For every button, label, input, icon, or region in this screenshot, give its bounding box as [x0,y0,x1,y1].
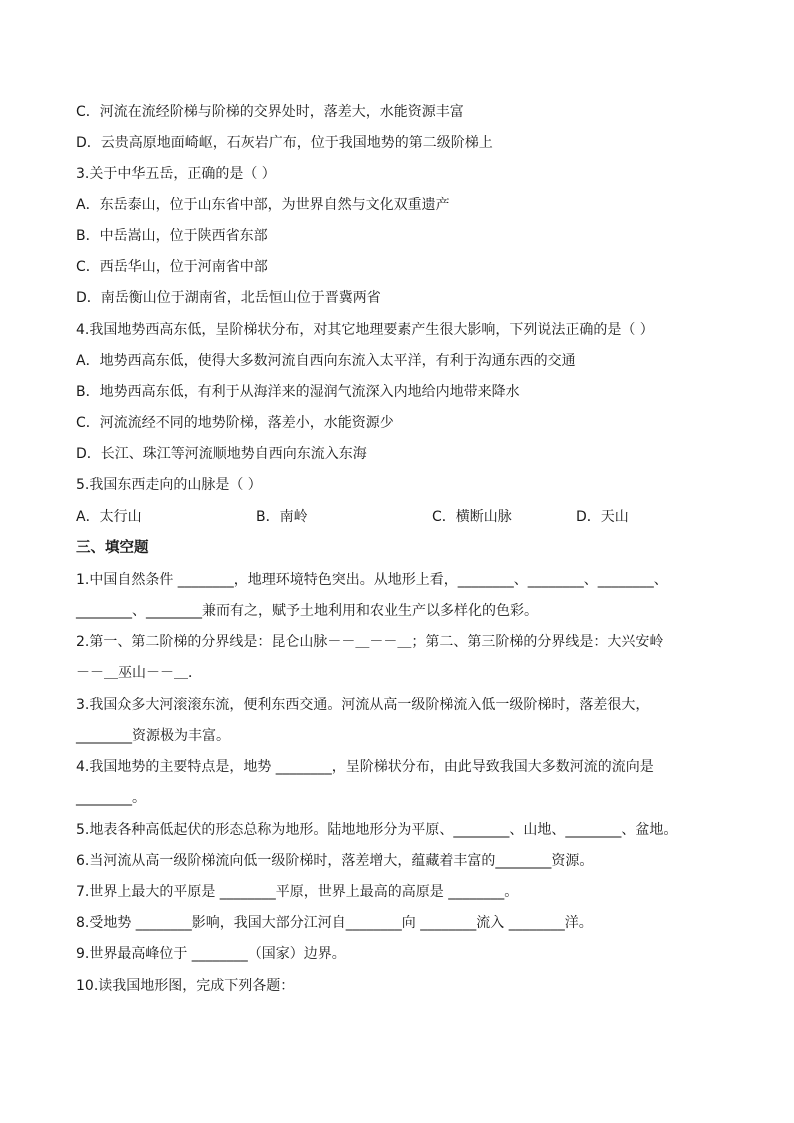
fill-9: 9.世界最高峰位于 ________（国家）边界。 [76,946,346,962]
q4-option-b: B．地势西高东低，有利于从海洋来的湿润气流深入内地给内地带来降水 [76,384,520,400]
q4-stem: 4.我国地势西高东低，呈阶梯状分布，对其它地理要素产生很大影响，下列说法正确的是（ ） [76,322,654,338]
fill-1-line-2: ________、________兼而有之，赋予土地利用和农业生产以多样化的色彩。 [76,603,538,619]
fill-6: 6.当河流从高一级阶梯流向低一级阶梯时，落差增大，蕴藏着丰富的________资源。 [76,853,594,869]
q5-option-d: D．天山 [576,509,629,525]
fill-4-line-1: 4.我国地势的主要特点是，地势 ________，呈阶梯状分布，由此导致我国大多数河流的流向是 [76,759,654,775]
q4-option-a: A．地势西高东低，使得大多数河流自西向东流入太平洋，有利于沟通东西的交通 [76,353,576,369]
fill-2-line-1: 2.第一、第二阶梯的分界线是：昆仑山脉－－＿－－＿；第二、第三阶梯的分界线是：大兴安岭 [76,634,664,650]
q2-option-c: C．河流在流经阶梯与阶梯的交界处时，落差大，水能资源丰富 [76,104,464,120]
q2-option-d: D．云贵高原地面崎岖，石灰岩广布，位于我国地势的第二级阶梯上 [76,135,493,151]
q5-option-b: B．南岭 [256,509,308,525]
fill-1-line-1: 1.中国自然条件 ________，地理环境特色突出。从地形上看，________、________、________、 [76,572,668,588]
fill-2-line-2: －－＿巫山－－＿． [76,665,202,681]
q4-option-c: C．河流流经不同的地势阶梯，落差小，水能资源少 [76,415,394,431]
q3-stem: 3.关于中华五岳，正确的是（ ） [76,166,276,182]
q5-option-c: C．横断山脉 [432,509,512,525]
fill-5: 5.地表各种高低起伏的形态总称为地形。陆地地形分为平原、________、山地、________、盆地。 [76,822,678,838]
q3-option-d: D．南岳衡山位于湖南省，北岳恒山位于晋冀两省 [76,290,381,306]
q5-option-a: A．太行山 [76,509,142,525]
fill-8: 8.受地势 ________影响，我国大部分江河自________向 ________流入 ________洋。 [76,915,593,931]
fill-3-line-2: ________资源极为丰富。 [76,728,230,744]
fill-10: 10.读我国地形图，完成下列各题： [76,978,295,994]
q5-stem: 5.我国东西走向的山脉是（ ） [76,477,262,493]
fill-7: 7.世界上最大的平原是 ________平原，世界上最高的高原是 ________。 [76,884,519,900]
section-title: 三、填空题 [76,540,149,556]
q3-option-b: B．中岳嵩山，位于陕西省东部 [76,228,268,244]
q3-option-c: C．西岳华山，位于河南省中部 [76,259,268,275]
q5-options [76,507,716,527]
q3-option-a: A．东岳泰山，位于山东省中部，为世界自然与文化双重遗产 [76,197,450,213]
fill-4-line-2: ________。 [76,790,146,806]
fill-3-line-1: 3.我国众多大河滚滚东流，便利东西交通。河流从高一级阶梯流入低一级阶梯时，落差很大， [76,697,650,713]
q4-option-d: D．长江、珠江等河流顺地势自西向东流入东海 [76,446,367,462]
